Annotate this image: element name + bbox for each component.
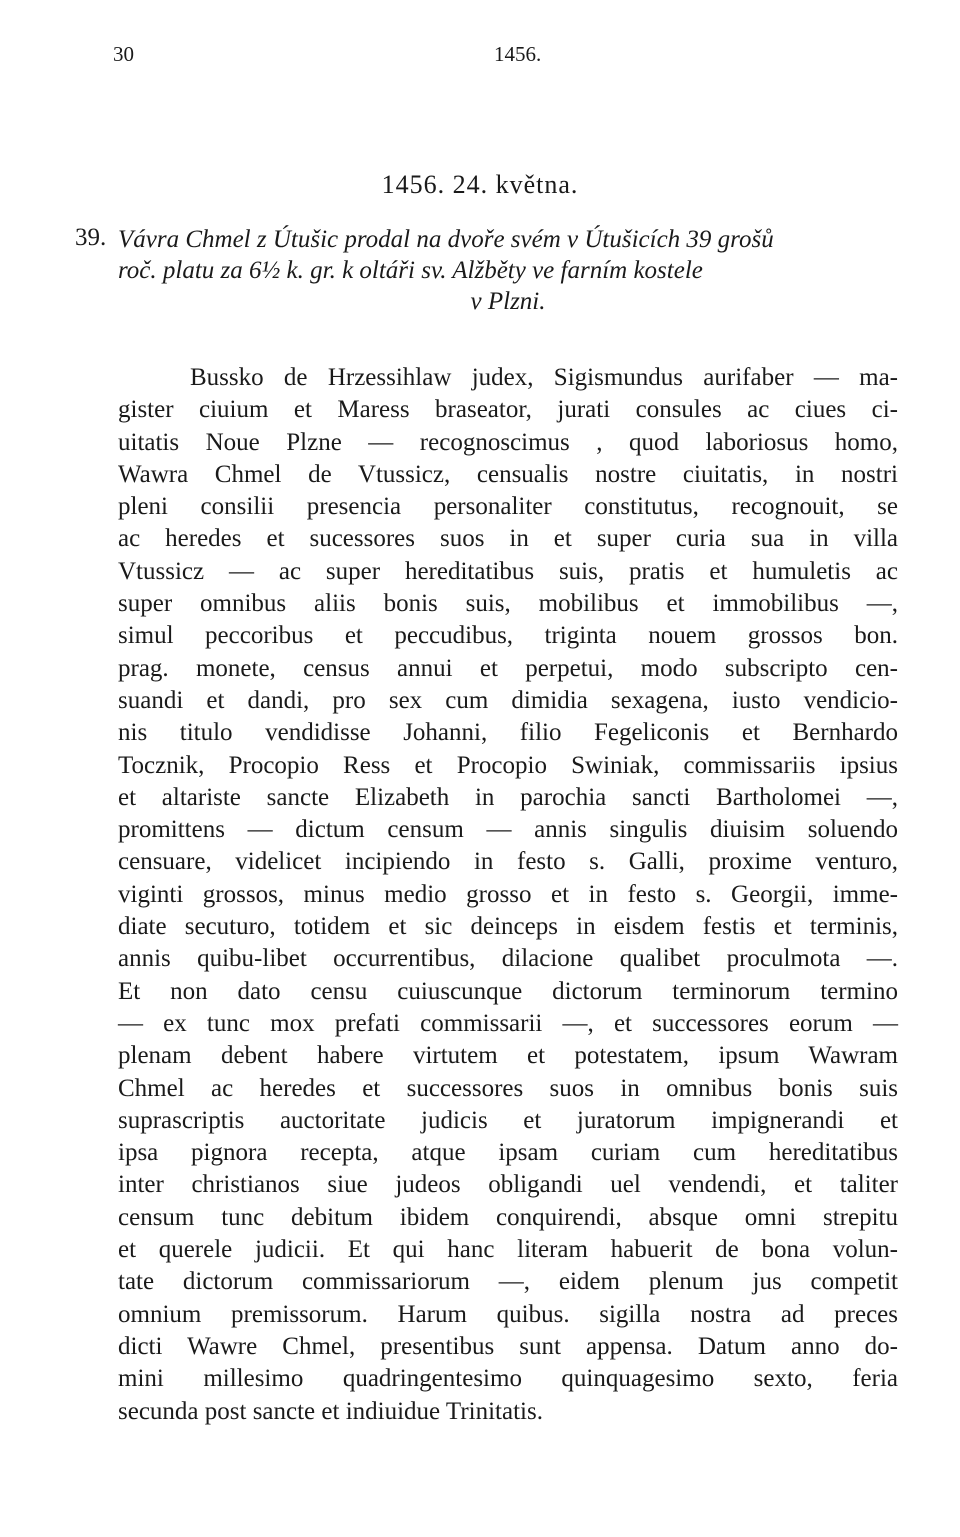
regest-line: roč. platu za 6½ k. gr. k oltáři sv. Alžběty ve farním kostele <box>118 257 703 284</box>
text-line: censuare, videlicet incipiendo in festo s. Galli, proxime venturo, <box>118 848 898 876</box>
regest-summary <box>118 224 898 317</box>
text-line: diate secuturo, totidem et sic deinceps in eisdem festis et terminis, <box>118 913 898 941</box>
text-line: dicti Wawre Chmel, presentibus sunt appensa. Datum anno do- <box>118 1332 898 1360</box>
text-line: super omnibus aliis bonis suis, mobilibus et immobilibus —, <box>118 590 898 618</box>
text-line: nis titulo vendidisse Johanni, filio Fegeliconis et Bernhardo <box>118 719 898 747</box>
text-line: Tocznik, Procopio Ress et Procopio Swiniak, commissariis ipsius <box>118 751 898 779</box>
text-line: et querele judicii. Et qui hanc literam habuerit de bona volun- <box>118 1236 898 1264</box>
text-line: uitatis Noue Plzne — recognoscimus , quod laboriosus homo, <box>118 428 898 456</box>
text-line: secunda post sancte et indiuidue Trinitatis. <box>118 1397 543 1425</box>
text-line: pleni consilii presencia personaliter constitutus, recognouit, se <box>118 493 898 521</box>
running-head-year: 1456. <box>494 42 542 66</box>
text-line: censum tunc debitum ibidem conquirendi, absque omni strepitu <box>118 1203 898 1231</box>
regest-line: v Plzni. <box>470 288 546 315</box>
text-line: ipsa pignora recepta, atque ipsam curiam cum hereditatibus <box>118 1139 898 1167</box>
text-line: Et non dato censu cuiuscunque dictorum terminorum termino <box>118 977 898 1005</box>
text-line: Chmel ac heredes et successores suos in omnibus bonis suis <box>118 1074 898 1102</box>
text-line: Vtussicz — ac super hereditatibus suis, pratis et humuletis ac <box>118 557 898 585</box>
text-line: Bussko de Hrzessihlaw judex, Sigismundus aurifaber — ma- <box>190 364 898 391</box>
text-line: viginti grossos, minus medio grosso et in festo s. Georgii, imme- <box>118 880 898 908</box>
document-date: 1456. 24. května. <box>381 170 579 199</box>
charter-text <box>118 362 898 1428</box>
page-number: 30 <box>113 42 134 66</box>
text-line: gister ciuium et Maress braseator, jurati consules ac ciues ci- <box>118 396 898 424</box>
text-line: simul peccoribus et peccudibus, triginta nouem grossos bon. <box>118 622 898 650</box>
text-line: ac heredes et sucessores suos in et super curia sua in villa <box>118 525 898 553</box>
text-line: Wawra Chmel de Vtussicz, censualis nostre ciuitatis, in nostri <box>118 460 898 488</box>
text-line: annis quibu-libet occurrentibus, dilacione qualibet proculmota —. <box>118 945 898 973</box>
text-line: omnium premissorum. Harum quibus. sigilla nostra ad preces <box>118 1300 898 1328</box>
text-line: promittens — dictum censum — annis singulis diuisim soluendo <box>118 816 898 844</box>
document-number: 39. <box>75 224 107 251</box>
text-line: inter christianos siue judeos obligandi uel vendendi, et taliter <box>118 1171 898 1199</box>
text-line: mini millesimo quadringentesimo quinquagesimo sexto, feria <box>118 1365 898 1393</box>
text-line: suandi et dandi, pro sex cum dimidia sexagena, iusto vendicio- <box>118 686 898 714</box>
text-line: tate dictorum commissariorum —, eidem plenum jus competit <box>118 1268 898 1296</box>
text-line: et altariste sancte Elizabeth in parochia sancti Bartholomei —, <box>118 783 898 811</box>
regest-line: Vávra Chmel z Útušic prodal na dvoře svém v Útušicích 39 grošů <box>118 226 774 253</box>
text-line: plenam debent habere virtutem et potestatem, ipsum Wawram <box>118 1042 898 1070</box>
text-line: suprascriptis auctoritate judicis et juratorum impignerandi et <box>118 1106 898 1134</box>
text-line: prag. monete, census annui et perpetui, modo subscripto cen- <box>118 654 898 682</box>
text-line: — ex tunc mox prefati commissarii —, et successores eorum — <box>118 1009 898 1037</box>
